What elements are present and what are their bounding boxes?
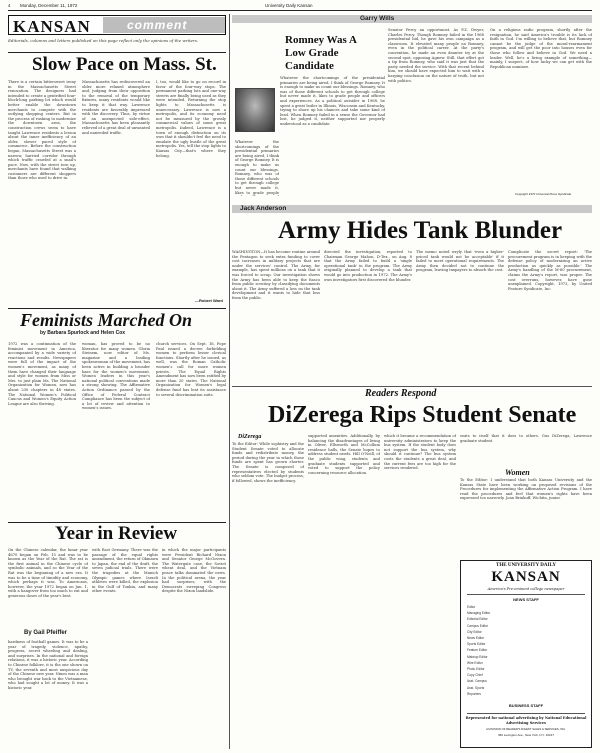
staff-row: Reporters bbox=[467, 691, 481, 696]
feminists-rule bbox=[8, 308, 226, 309]
women-letter-title: Women bbox=[505, 468, 530, 477]
wills-col-1: Whatever the shortcomings of the presidential primaries are being aired, I think of George Romney. It is enough to make us count our blessings. Romney, who was of those different schools to get through college but never made it, likes to grade people and officers and experiences. As a political outsider in 1968, he spent a great boiler in Illinois, Wisconsin and Kentucky, trying to shore up his chances and take some kind of lead. When Romney failed in a sense the Governor had lost, he judged it, neither supported nor properly understood as a candidate. bbox=[280, 76, 385, 126]
masthead-box-rule-2 bbox=[467, 713, 585, 714]
staff-row: Campus Editor bbox=[467, 623, 489, 628]
yir-col-1: hardness of football games. It was to be a year of tragedy, violence, apathy, progress, secret wheeling and dealing, and surprises. In the national and foreign relations, it was a historic year. According to Chinese folklore, it is the one shown on TV, the seventh and most auspicious day of the Chinese new year. Nixon was a man who brought war back to the Vietnamese, who had sought a lot of money. It was a historic year. bbox=[8, 640, 88, 690]
women-letter-text: To the Editor: I understand that both Kansas University and the Kansas State have been working on proposed revisions of the Procedures for implementing the Affirmative Action Program. I have read the procedures and feel that women's rights have been expressed too narrowly. Joan Brinkoff, Wichita, junior bbox=[460, 478, 592, 501]
staff-row: Editorial Editor bbox=[467, 617, 488, 622]
editorial-rule bbox=[8, 52, 226, 53]
yir-headline: Year in Review bbox=[55, 523, 178, 544]
editorial-headline: Slow Pace on Mass. St. bbox=[32, 54, 217, 75]
wills-col-1b: Whatever the shortcomings of the presidential primaries are being aired, I think of George Romney. It is enough to make us count our blessings. Romney, who was of those different schools to get through college but never made it, likes to grade people bbox=[235, 140, 279, 195]
staff-row: Copy Chief bbox=[467, 673, 483, 678]
column-divider bbox=[229, 14, 230, 749]
editorial-signature: —Robert Ward bbox=[195, 298, 223, 303]
staff-row: Makeup Editor bbox=[467, 654, 488, 659]
readers-col-2: supported amenities. Additionally, by balancing the disadvantages of living in Oliver, Ellsworth and McCollum residence halls, the Senate hopes to address student needs. Hill O'Neill, of the public wing, students and graduate students supported and voted to support the policy concerning resource allocation. bbox=[308, 434, 380, 475]
staff-row: Managing Editor bbox=[467, 611, 491, 616]
feminists-col-3: church services. On Sept. 16, Pope Paul issued a decree forbidding women to perform lesser clerical functions. Shortly after he issued, as well, was the Roman Catholic women's call for more women priests. The Equal Rights Amendment has now been ratified by more than 20 states. The National Organization for Women's legal defense fund has lent its assistance to several discrimination suits. bbox=[156, 342, 226, 397]
anderson-col-1: WASHINGTON—It has become routine around the Pentagon to seek extra funding to cover cost increases in military projects that are under the services' control. The Army, for example, has spent millions on a tank that it was forced to scrap. Our investigation shows the Army has been able to keep the fiasco from public scrutiny by classifying documents about it. The Army suffered a loss on the tank development and it wants to hide that loss from the public. bbox=[232, 250, 320, 300]
header-rule bbox=[8, 10, 592, 11]
editorial-col-1: There is a certain bittersweet irony in the Massachusetts Street renovation. The designers had intended to create a gentrified four-block-long parking lot which would better enable the downtown merchants to compete with the outlying shopping centers. But in the process of rushing to modernize the downtown area, the construction crews seem to have taught Lawrence residents a lesson about the inner inefficiency of an older, slower paced style of commerce. Before the construction began, Massachusetts Street was a narrow, hurried corridor through which traffic crawled at a snail's pace. Now, with the street torn up, merchants have found that walking customers are different shoppers than those who used to drive in. bbox=[8, 80, 76, 181]
issue-date: Monday, December 11, 1972 bbox=[20, 3, 78, 8]
feminists-col-1: 1972 was a continuation of the feminist movement in America, accompanied by a wide variety of reactions and results. Newspapers were full of the impact of the women's movement, as many of them have changed their language and style for women from Miss or Mrs. to just plain Ms. The National Organization for Women, now has about 230 chapters in 48 states. The National Women's Political Caucus and Women's Equity Action League are also thriving. bbox=[8, 342, 76, 406]
ad-rep-sub: A DIVISION OF READER'S DIGEST SALES & SERVICES, INC. bbox=[486, 727, 566, 731]
readers-respond-label: Readers Respond bbox=[365, 388, 437, 399]
staff-row: Feature Editor bbox=[467, 648, 488, 653]
comment-label: comment bbox=[127, 18, 188, 32]
staff-row: Asst. Campus bbox=[467, 679, 487, 684]
masthead-box-name: KANSAN bbox=[491, 569, 561, 585]
staff-row: Wire Editor bbox=[467, 660, 483, 665]
masthead-tagline: Editorials, columns and letters published on this page reflect only the opinions of the writers. bbox=[8, 38, 199, 43]
editorial-col-2: Massachusetts has rediscovered an older more relaxed atmosphere and, judging from their opposition to the removal of the temporary fixtures, many residents would like to keep it that way. Lawrence residents are favorably impressed with the discovery. Thus, by virtue of an unexpected side-effect, Massachusetts has been pleasantly relieved of a great deal of unwanted and unneeded traffic. bbox=[82, 80, 150, 135]
ad-rep-addr: 360 Lexington Ave., New York, N.Y. 10017 bbox=[497, 733, 555, 737]
dizerega-sub: DiZerega bbox=[238, 434, 262, 440]
kansan-comment-flag bbox=[8, 15, 226, 35]
anderson-headline: Army Hides Tank Blunder bbox=[278, 217, 563, 244]
staff-row: Sports Editor bbox=[467, 642, 486, 647]
anderson-col-4: Complicate the secret report: 'The procurement program is in keeping with the defense policy of modernizing an active production as quickly as possible.' The Army's handling of the M-60 procurement, claims the Army's report, was proper. The cost overruns, however, have gone unexplained. Copyright, 1972, by United Feature Syndicate, Inc. bbox=[508, 250, 592, 291]
yir-col-3: in which the major participants were President Richard Nixon and Senator George McGovern. The Watergate case, the Soviet wheat deal, and the Vietnam peace talks dominated the news. In the political arena, the year had surprises, with the Democrats sweeping Congress despite the Nixon landslide. bbox=[162, 548, 226, 594]
news-staff-title: NEWS STAFF bbox=[513, 597, 539, 602]
anderson-col-3: The memo noted wryly that 'even a higher-priced tank would not be acceptable' if it failed to meet operational requirements. The Army then decided not to continue the program, leaving taxpayers to absorb the cost. bbox=[416, 250, 504, 273]
wills-headline: Romney Was A Low Grade Candidate bbox=[285, 34, 357, 72]
yir-col-2: with East Germany. There was the passage of the equal rights amendment, the return of Okinawa to Japan, the end of the draft, the seven judicial trials. There were the tragedies at the Munich Olympic games where Israeli athletes were killed, the explosion in the Gulf of Tonkin, and many other events. bbox=[92, 548, 158, 594]
staff-row: Photo Editor bbox=[467, 667, 485, 672]
kansan-logo: KANSAN bbox=[13, 17, 91, 36]
wills-band bbox=[232, 15, 592, 23]
masthead-box-subtitle: America's Pre-eminent college newspaper bbox=[487, 587, 565, 591]
page-number: 4 bbox=[8, 3, 11, 8]
staff-row: News Editor bbox=[467, 636, 485, 641]
staff-list bbox=[467, 604, 585, 699]
ad-rep: Represented for national advertising by National Educational Advertising Services bbox=[465, 716, 587, 725]
paper-name: University Daily Kansan bbox=[265, 3, 313, 8]
anderson-col-2: directed the investigation, reported to Chairman George Mahon, D-Tex., on Aug. 8 that the Army failed to build a 'single operational tank' in the program. The Army originally planned to develop a tank that would go into production in 1972. The Army's own investigators first discovered the blunder. bbox=[324, 250, 412, 282]
staff-row: City Editor bbox=[467, 629, 482, 634]
wills-col-3: On a religious radio program, shortly after the resignation, he said America's trouble is its lack of faith in God. I'm willing to believe that, but Romney cannot be the judge of the moral-rearmament program, and will get the poor into houses even for those who follow and believe in God. We need a leader. Well, he's a living example of something—mainly, I suspect, of how lucky we can get with the Republican nominee. bbox=[490, 28, 592, 69]
wills-col-2: Senator Percy an opportunist. As P.Z. Dwyer, Charles Percy. Though Romney failed in the 1968 presidential bid, he gave his own campaign as a classroom. It elevated many people on Romney, even in the political career. At the party's convention, he made an even daunter try at the second spot, opposing Agnew. Still, that effort got a tip from Romney, who said it was just that the party needed the service. With that recent behind him, we should have expected him to wait with a harping conclusion on the nature of truth, but not with politics. bbox=[388, 28, 484, 83]
feminists-headline: Feminists Marched On bbox=[20, 310, 193, 330]
wills-byline: Garry Wills bbox=[360, 15, 395, 22]
staff-row: Asst. Sports bbox=[467, 685, 485, 690]
readers-col-3: which it became a recommendation of university administrators to keep the bus system. If the student body does not support the bus system, why should it continue? The bus system costs the students a great deal, and the current fees are too high for the services rendered. bbox=[384, 434, 456, 471]
anderson-byline: Jack Anderson bbox=[240, 205, 287, 212]
masthead-box bbox=[460, 560, 592, 748]
feminists-byline: by Barbara Spurlock and Helen Cox bbox=[40, 330, 126, 336]
romney-photo bbox=[235, 88, 275, 132]
business-staff-title: BUSINESS STAFF bbox=[508, 703, 544, 708]
readers-col-4: seats to itself that it does to others. Gus DiZerega, Lawrence graduate student bbox=[460, 434, 592, 443]
dizerega-headline: DiZerega Rips Student Senate bbox=[268, 402, 577, 428]
yir-intro: On the Chinese calendar, the lunar year 4670 began on Feb. 15 and was to be known as the Year of the Rat. The rat is the first animal in the Chinese cycle of symbolic animals, and so the Year of the Rat was the beginning of a new era. It was to be a time of timidity and economy, which perhaps it was. To Americans, however, the year 1972 began on Jan. 1, with a hangover from too much to eat and generous doses of the year's best. bbox=[8, 548, 88, 598]
feminists-col-2: woman, has proved to be no liberator for many women. Gloria Steinem, now editor of Ms. magazine and a leading spokeswoman of the movement, has been active in building a broader base for the women's movement. Women leaders in this year's national political conventions made a strong showing. The Affirmative Action Ordinance passed by the Office of Federal Contract Compliance has been the subject of a lot of review and attention to women's issues. bbox=[82, 342, 150, 411]
editorial-col-3: I, too, would like to go on record in favor of the four-way stops. The permanent parking lots and one-way streets are finally being used as they were intended. Returning the stop lights to Massachusetts is unnecessary. Lawrence is now a metropolis, and its economy need not be measured by the grossly commercial values of some great metropolis. Indeed, Lawrence is a town of enough distinction on its own that it shouldn't feel the need to emulate the ugly bustle of the great metropolis. Yes, tell the stop lights to Kansas City—that's where they belong. bbox=[156, 80, 226, 158]
readers-rule bbox=[232, 386, 592, 387]
yir-byline: By Gail Pfeiffer bbox=[24, 630, 68, 636]
staff-row: Editor bbox=[467, 605, 476, 609]
masthead-box-title: THE UNIVERSITY DAILY bbox=[496, 563, 556, 568]
readers-col-1: To the Editor: While sophistry and the Student Senate voted to allocate funds and redistribute money, the period during the year in which those funds are spent has grown shorter. The Senate is composed of representatives elected by students who seldom vote. The budget process, if followed, shows the inefficiency. bbox=[232, 442, 304, 483]
masthead-box-rule bbox=[467, 594, 585, 595]
wills-copyright: Copyright 1972 Universal Press Syndicate bbox=[515, 192, 572, 196]
